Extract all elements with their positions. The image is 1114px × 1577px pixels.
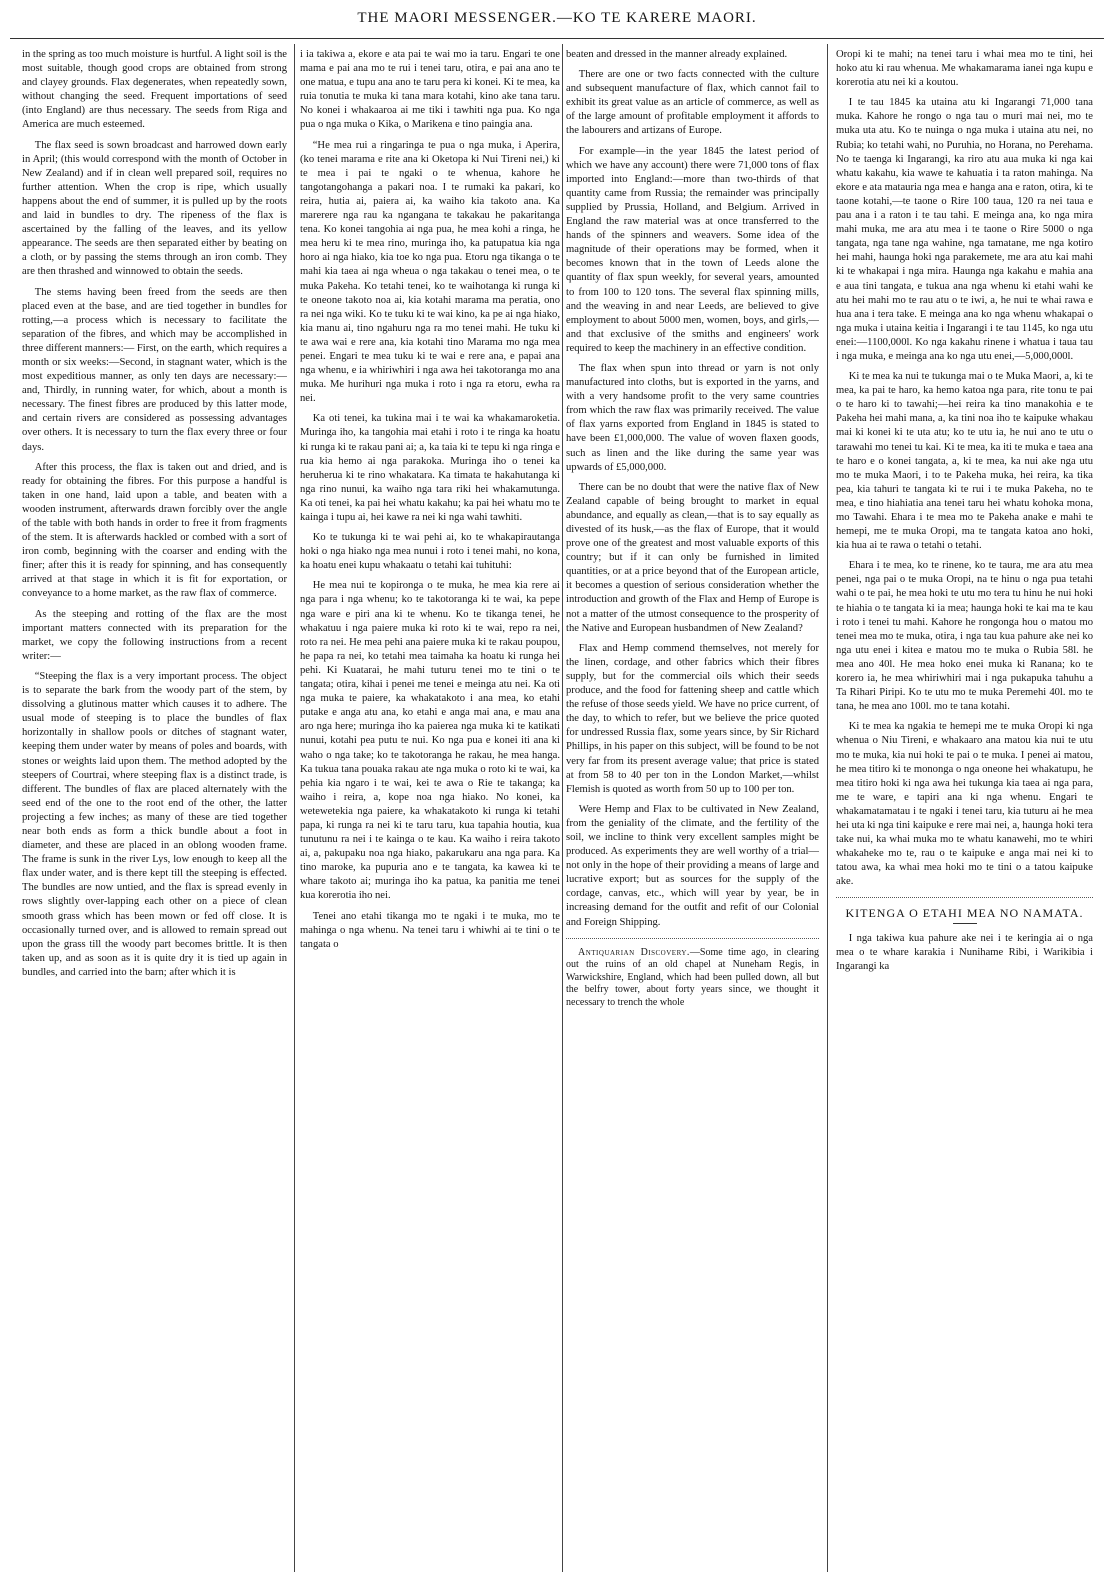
masthead-title: THE MAORI MESSENGER.—KO TE KARERE MAORI.	[357, 10, 757, 26]
paragraph: in the spring as too much moisture is hurtful. A light soil is the most suitable, though good crops are obtained from strong and clayey grounds. Flax degenerates, when repeatedly sown, without changing the seed. Frequent importations of seed (into England) are thus necessary. The seeds from Riga and America are much esteemed.	[22, 49, 287, 131]
antiquarian-article	[566, 947, 819, 1010]
paragraph: There can be no doubt that were the native flax of New Zealand capable of being brought to market in equal abundance, and equally as clean,—that is to say equally as divested of its husk,—as the flax of Europe, that it would prove one of the greatest and most valuable exports of this country; but if it can only be furnished in limited quantities, or at a price beyond that of the European article, it becomes a question of serious consideration whether the introduction and growth of the Flax and Hemp of Europe is not a matter of the utmost consequence to the prosperity of the Native and European husbandmen of New Zealand?	[566, 481, 819, 634]
antiquarian-heading: Antiquarian Discovery.	[578, 946, 690, 958]
column-divider	[827, 44, 828, 1572]
paragraph: After this process, the flax is taken out and dried, and is ready for obtaining the fibres. For this purpose a handful is taken in one hand, laid upon a table, and beaten with a wooden instrument, afterwards drawn forcibly over the angle of the table with both hands in order to free it from fragments of the stem. It is afterwards hackled or combed with a sort of iron comb, beginning with the coarser and ending with the finer; after this it is ready for spinning, and has consequently arrived at that stage in which it is fit for exportation, or conveyance to a home market, as the raw flax of commerce.	[22, 461, 287, 600]
column-divider	[294, 44, 295, 1572]
paragraph: Oropi ki te mahi; na tenei taru i whai mea mo te tini, hei hoko atu ki rau whenua. Me whakamarama ianei nga kupu e korerotia atu nei ki a koutou.	[836, 49, 1093, 89]
section-divider	[566, 938, 819, 939]
column-4-maori	[836, 48, 1093, 1570]
section-heading: KITENGA O ETAHI MEA NO NAMATA.	[845, 906, 1084, 921]
paragraph: Flax and Hemp commend themselves, not merely for the linen, cordage, and other fabrics which their fibres supply, but for the commercial oils which their seeds produce, and the food for fattening sheep and cattle which the refuse of those seeds yield. We have no price current, of the day, to which to refer, but we believe the price quoted for undressed Russia flax, some years since, by Sir Richard Phillips, in his paper on this subject, will be found to be not very far from its present average value; that price is stated at from 58 to 40 per ton in the London Market,—whilst Flemish is quoted as worth from 50 up to 100 per ton.	[566, 642, 819, 795]
paragraph: Ko te tukunga ki te wai pehi ai, ko te whakapirautanga hoki o nga hiako nga mea nunui i roto i tenei mahi, no kona, ka hoatu enei kupu whakaatu o tetahi kai tuhituhi:	[300, 532, 560, 572]
paragraph: “He mea rui a ringaringa te pua o nga muka, i Aperira, (ko tenei marama e rite ana ki Oketopa ki Nui Tireni nei,) ki te mea i pai te ngaki o te whenua, kahore he tangotangohanga a pakari noa. I te rumaki ka pakari, ko reira, hutia ai, paiera ai, ka waiho kia takoto ana. Ka marerere nga rau ka ngangana te takakau he pakaritanga tena. Ko konei tangohia ai nga pua, he mea kohi a ringa, he mea heru ki te mea rino, muringa iho, ka patupatua kia nga horo ai nga hiako, kia toe ko nga pua. Etoru nga tikanga o te mahi kia taea ai nga wheua o nga takakau o tenei mea, o te muka Pakeha. Ko tetahi tenei, ko te waihotanga ki runga ki te oneone takoto noa ai, kia kotahi marama ma peratia, ono ra nei nga wiki. Ko te tuku ki te wai kino, ka pe ai nga hiako, kia manu ai, tino ngahuru nga ra mo tenei mahi. He tuku ki te awa wai e rere ana, kia kotahi tino Marama mo nga mea penei. Engari te mea tuku ki te wai e rere ana, e papai ana nga whenu, e ia whiriwhiri i nga awa hei takotoranga mo ana muka. Me hurihuri nga muka i roto i nga ra etoru, ewha ra nei.	[300, 139, 560, 405]
paragraph: Ki te mea ka ngakia te hemepi me te muka Oropi ki nga whenua o Niu Tireni, e whakaaro ana matou kia nui te utu mo te muka, kia nui hoki te pai o te muka. I penei ai matou, he mea titiro ki te mononga o nga oneone hei whakatupu, he mea titiro hoki ki nga awa hei tukunga kia taea ai nga para, me te ware, e tapiri ana ki nga whenu. Engari te whakamatamatau i te ngaki i tenei taru, kia tuturu ai he mea hei uta ki nga tini kaipuke e rere mai nei, a, haunga hoki tera take nui, ka whai muka mo te whatu kanawehi, mo te whiri whakaheke mo te, rau o te kaipuke e anga mai nei ki to tatou awa, ka whai mea hoki mo te tini o a tatou kaipuke ake.	[836, 721, 1093, 888]
masthead-rule	[10, 38, 1104, 39]
antiquarian-text: —Some time ago, in clearing out the ruins of an old chapel at Nuneham Regis, in Warwickshire, England, which had been pulled down, all but the belfry tower, about forty years since, we thought it necessary to trench the whole	[566, 946, 819, 1008]
paragraph: Ka oti tenei, ka tukina mai i te wai ka whakamaroketia. Muringa iho, ka tangohia mai etahi i roto i te ringa ka hoatu ki runga ki te rakau pani ai; a, ka taia ki te tepu ki nga ringa e rua kia hemo ai nga parakoka. Muringa iho o tenei ka heruheruа ki te rino whakatara. Ka timata te hakahutanga ki nga rino nunui, ka waiho nga tara riki hei whakamutunga. Ka oti tenei, ka pai hei whatu kakahu; ka pai hei whatu mo te kainga i tupu ai, hei kawe ra nei ki nga wahi tawhiti.	[300, 413, 560, 523]
heading-rule	[953, 923, 977, 924]
column-divider	[562, 44, 563, 1572]
paragraph: Tenei ano etahi tikanga mo te ngaki i te muka, mo te mahinga o nga whenu. Na tenei taru i whiwhi ai te tini o te tangata o	[300, 910, 560, 950]
paragraph: There are one or two facts connected with the culture and subsequent manufacture of flax, which cannot fail to exhibit its great value as an article of commerce, as well as of the large amount of profitable employment it affords to the labourers and artizans of Europe.	[566, 69, 819, 137]
paragraph: i ia takiwa a, ekore e ata pai te wai mo ia taru. Engari te one mama e pai ana mo te rui i tenei taru, otira, e pai ana ano te one matua, e tupu ana ano te taru pera ki konei. Ki te mea, ka ruia tonutia te muka ki tana mara kotahi, kino ake tana taru. No konei i whakaaroa ai me tiki i tawhiti nga pua. Ko nga pua o nga muka o Kika, o Marikena e tino paingia ana.	[300, 49, 560, 131]
section-divider	[836, 897, 1093, 898]
paragraph: Ehara i te mea, ko te rinene, ko te taura, me ara atu mea penei, nga pai o te muka Oropi, na te hinu o nga pua tetahi wahi o te pai, he mea hoki te utu mo tera tu hinu he nui hoki te hiahia o te tangata ki ia mea; haunga hoki te kai ma te kau i roto i tenei tu mahi. Kahore he rongonga hou o matou mo tenei mea mo te muka, otira, i nga tau kua pahure ake nei ko nga utu enei i kitea e matou mo te muka o Rubia 58l. he mea ano 40l. He mea hoko enei muka ki Ranana; ko te korero ia, he mea whiriwhiri mai i nga pukapuka tahuhu a Ta Rihari Piripi. Ko te utu mo te muka Peremehi 40l. mo te tana, he mea ano 100l. mo te tana kotahi.	[836, 560, 1093, 713]
paragraph: For example—in the year 1845 the latest period of which we have any account) there were 71,000 tons of flax imported into England:—more than two-thirds of that quantity came from Russia; the remainder was principally supplied by Prussia, Holland, and Belgium. Arrived in England the raw material was at once transferred to the hands of the spinners and weavers. Some idea of the magnitude of their operations may be formed, when it becomes known that in the town of Leeds alone the quantity of flax spun weekly, for several years, amounted to from 100 to 120 tons. The several flax spinning mills, and the weaving in and near Leeds, are believed to give employment to about 5000 men, women, boys, and girls,—and that exclusive of the smiths and engineers' work required to keep the machinery in an effective condition.	[566, 145, 819, 354]
paragraph: I nga takiwa kua pahure ake nei i te keringia ai o nga mea o te whare karakia i Nunihame Ribi, i Warikibia i Ingarangi ka	[836, 932, 1093, 972]
paragraph: “Steeping the flax is a very important process. The object is to separate the bark from the woody part of the stem, by dissolving a glutinous matter which causes it to adhere. The usual mode of steeping is to place the bundles of flax horizontally in shallow pools or ditches of stagnant water, keeping them under water by means of poles and boards, with stones or weights laid upon them. The method adopted by the steepers of Courtrai, where steeping flax is a distinct trade, is different. The bundles of flax are placed alternately with the seed end of the one to the root end of the other, the latter projecting a few inches; as many of these are tied together near both ends as form a thick bundle about a foot in diameter, and these are placed in an oblong wooden frame. The frame is sunk in the river Lys, low enough to keep all the flax under water, and is there kept till the steeping is effected. The bundles are now untied, and the flax is spread evenly in rows slightly over-lapping each other on a piece of clean smooth grass which has been mown or fed off close. It is occasionally turned over, and is allowed to remain spread out upon the grass till the woody part becomes brittle. It is then taken up, and as soon as it is quite dry it is tied up again in bundles, and carried into the barn; after which it is	[22, 670, 287, 978]
masthead	[0, 6, 1114, 36]
paragraph: The flax seed is sown broadcast and harrowed down early in April; (this would correspond with the month of October in New Zealand) and if in clean well prepared soil, requires no further attention. When the crop is ripe, which usually happens about the end of summer, it is pulled up by the roots and laid in bundles to dry. The ripeness of the flax is ascertained by the falling of the leaves, and its yellow appearance. The seeds are then separated either by beating on a cloth, or by passing the stems through an iron comb. They are then thrashed and winnowed to obtain the seeds.	[22, 139, 287, 278]
paragraph: Ki te mea ka nui te tukunga mai o te Muka Maori, a, ki te mea, ka pai te haro, ka hemo katoa nga para, rite tonu te pai o te haro ki to tawahi;—hei reira ka tino manakohia e te Pakeha hei mahi mana, a, ka tini noa iho te kaipuke whakau mai ki konei ki te uta atu; ko te utu ia, he nui ano te utu o tarawahi mo tenei tu kai. Ki te mea, ka iti te muka e taea ana te haro e o konei tangata, a, ki te mea, ka nui ake nga utu mo te muka Maori, i to te Pakeha muka, hei reira, ka tika pea, kia tahuri te tangata ki te rui i te muka Pakeha, no te mea, e tino hiahiatia ana tenei taru hei whatu kohoka mona, mo Tawahi. Ehara i te mea mo te Pakeha anake e mahi te hemepi, me te muka Oropi, ma te tangata katoa ano hoki, kia hua ai te rawa o tetahi o tetahi.	[836, 371, 1093, 552]
column-2-maori	[300, 48, 560, 1570]
paragraph: The flax when spun into thread or yarn is not only manufactured into cloths, but is exported in the yarns, and with a very handsome profit to the very same countries from which the raw flax was primarily received. The value of flax yarns exported from England in 1845 is stated to have been £1,000,000. The value of woven flaxen goods, such as linen and the like during the same year was upwards of £5,000,000.	[566, 362, 819, 473]
paragraph: The stems having been freed from the seeds are then placed even at the base, and are tied together in bundles for rotting,—a process which is necessary to facilitate the separation of the fibres, and which may be accomplished in three different manners:— First, on the earth, which requires a month or six weeks:—Second, in stagnant water, which is the most expeditious manner, as only ten days are necessary:—and, Thirdly, in running water, for which, about a month is necessary. The finest fibres are produced by this latter mode, and certain rivers are considered as possessing advantages over others. It is necessary to turn the flax every three or four days.	[22, 286, 287, 453]
paragraph: Were Hemp and Flax to be cultivated in New Zealand, from the geniality of the climate, and the fertility of the soil, we incline to think very excellent samples might be produced. As experiments they are well worthy of a trial—not only in the hope of their providing a means of large and lucrative export; but as sources for the supply of the cordage, canvas, etc., which will year by year, be in increasing demand for the outfit and refit of our Colonial and Foreign Shipping.	[566, 803, 819, 928]
paragraph: I te tau 1845 ka utaina atu ki Ingarangi 71,000 tana muka. Kahore he rongo o nga tau o muri mai nei, mo te muka uta atu. Ko te nuinga o nga muka i utaina atu nei, no Rubia; ko tetahi wahi, no Puruhia, no Horana, no Perehama. No te taenga ki Ingarangi, ka riro atu aua muka ki nga kai whatu kakahu, kia wawe te kahuatia i ta raton mahinga. Na ekore e ata matauria nga mea e hanga ana e raton, otira, ki te taone kotahi,—te taone o Rire 100 taua, 120 ra nei taua e pau ana i a raton i te tau tahi. E meinga ana, ko nga mira mahi muka, me ara atu mea i te taone o Rire 5000 o nga tangata, nga tane nga wahine, nga tamatane, me nga kotiro hei mahi, haunga hoki nga parakemete, me ara atu kai mahi ki te whakapai i nga mira. Haunga nga kakahu e mahia ana e aua tini tangata, e tukua ana nga whenu ki etahi wahi ke atu hei mahi mo te rau atu o te iwi, a, he nui te whai rawa e hua ana i tera take. E meinga ana ko nga whenu whakapai o nga muka i utaina keitia i Ingarangi i te tau 1145, ko nga utu enei:—1100,000l. Ko nga kakahu rinene i whatua i taua tau i nga muka, e meinga ana ko nga utu enei,—5,000,000l.	[836, 97, 1093, 362]
paragraph: He mea nui te kopironga o te muka, he mea kia rere ai nga para i nga whenu; ko te takotoranga ki te wai, ka pepe nga ware e piri ana ki te whenu. Ko te tikanga tenei, he whakatuu i nga paiere muka ki roto ki te wai, repo ra nei, roto ra nei. He mea pehi ana paiere muka ki te rakau poupou, he papa ra nei, ko tetahi mea taimaha ka hoatu ki runga hei pehi. Ki Kuatarai, he mahi tuturu tenei mo te tini o te tangata; otira, kihai i penei me tenei e meinga atu nei. Ka oti nga muka te paiere, ka whakatakoto i ana mea, ko etahi putake e anga atu ana, ko etahi e anga mai ana, e mau ana aro nga here; muringa iho ka paierea nga muka ki te katikati nunui, kotahi pea putu te nui. Ko nga pua e konei iti ana ki waho o nga take; ko te takotoranga he rakau, he mea hanga. Ka tukua tana pouaka rakau ate nga muka o roto ki te wai, ka pehia kia ngaro i te wai, kei te awa o Rie te takanga; ka waiho i reira, a, kope noa nga hiako. No konei, ka wetewetekia nga paiere, ka whakatakoto ki runga ki tetahi papa, ki runga ra nei ki te taru taru, kua tapahia houtia, kua tunutunu ra nei i te kainga o te kau. Ka waiho i reira takoto ai, a, pakupaku noa nga hiako, pakarukaru ana nga para. Ka tino maroke, ka pupuria ano e te tangata, ka kawea ki te whare takoto ai; muringa iho ka patua, ka panitia me tenei kua korerotia iho nei.	[300, 580, 560, 902]
paragraph: As the steeping and rotting of the flax are the most important matters connected with its preparation for the market, we copy the following instructions from a recent writer:—	[22, 608, 287, 662]
column-3-english	[566, 48, 819, 1570]
paragraph: beaten and dressed in the manner already explained.	[566, 49, 788, 60]
column-1-english	[22, 48, 287, 1570]
